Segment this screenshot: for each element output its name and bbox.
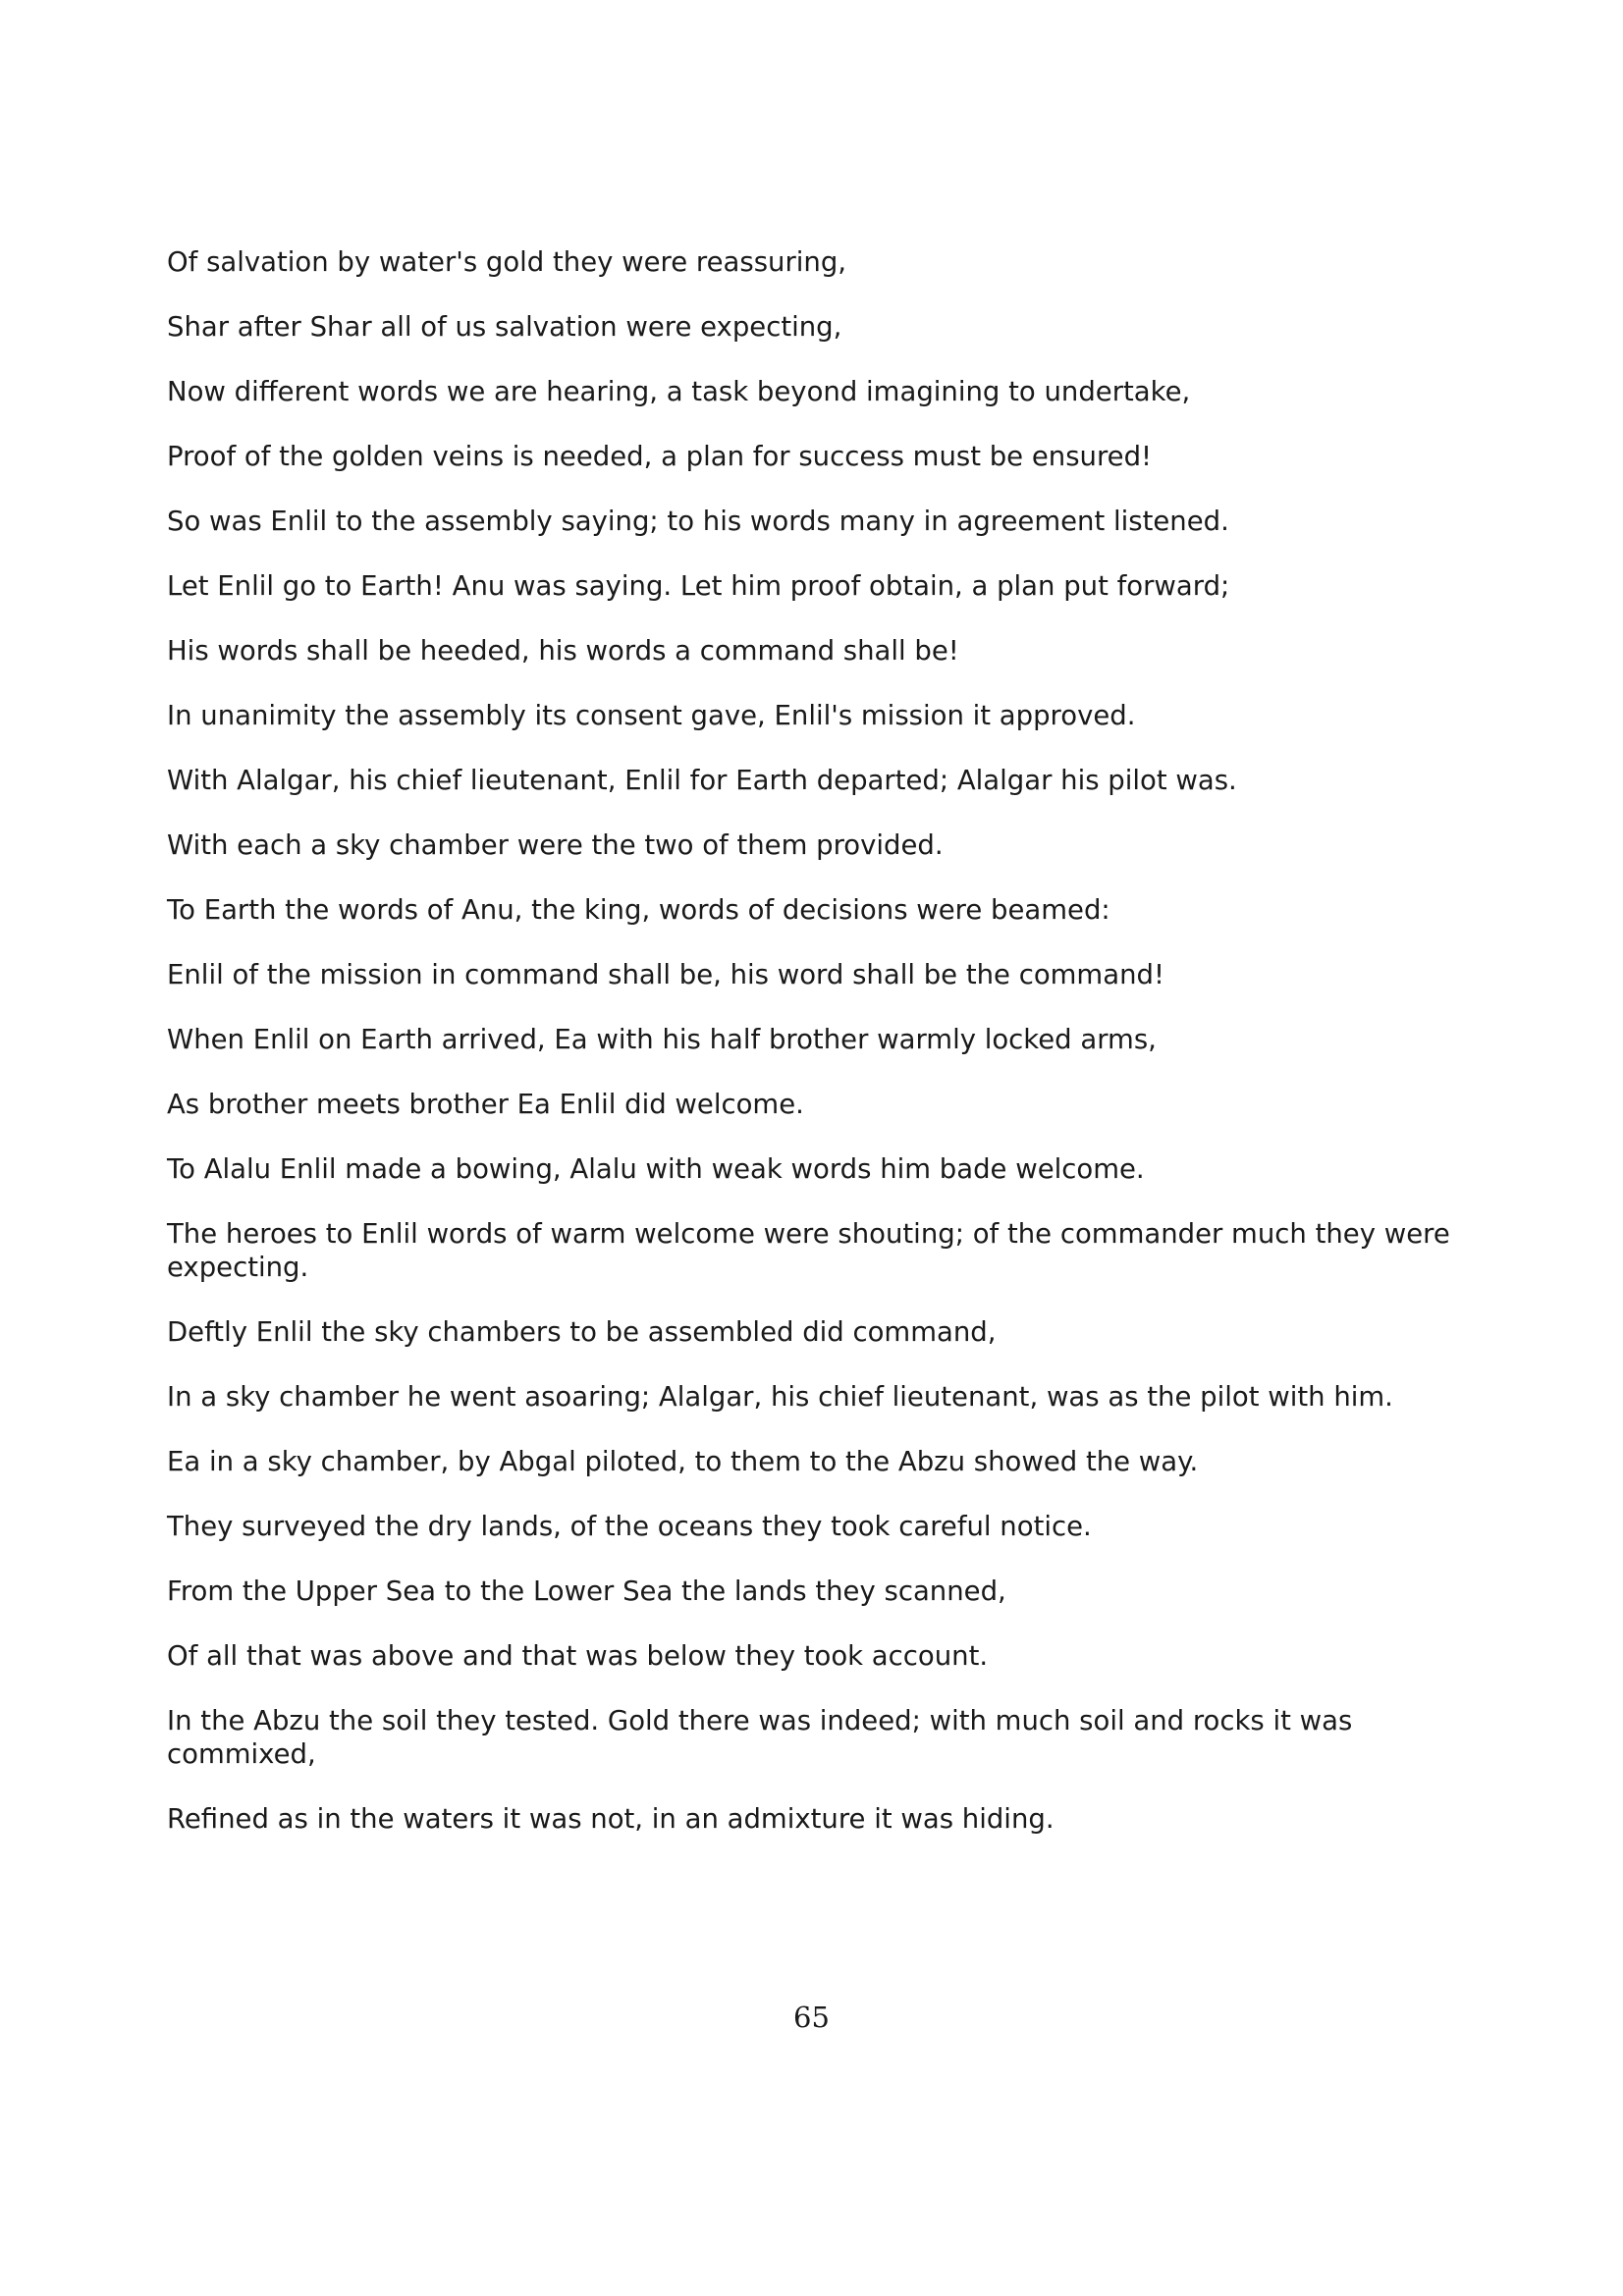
text-line: To Alalu Enlil made a bowing, Alalu with weak words him bade welcome. [167, 1153, 1145, 1185]
text-line: With each a sky chamber were the two of them provided. [167, 829, 944, 861]
text-line: So was Enlil to the assembly saying; to his words many in agreement listened. [167, 506, 1229, 537]
text-line: As brother meets brother Ea Enlil did welcome. [167, 1089, 804, 1120]
text-line: They surveyed the dry lands, of the oceans they took careful notice. [167, 1511, 1092, 1542]
text-line: Let Enlil go to Earth! Anu was saying. Let him proof obtain, a plan put forward; [167, 570, 1230, 602]
text-line: To Earth the words of Anu, the king, words of decisions were beamed: [167, 894, 1110, 926]
body-text [167, 245, 1473, 1867]
text-line: Enlil of the mission in command shall be, his word shall be the command! [167, 959, 1164, 990]
text-line: In the Abzu the soil they tested. Gold there was indeed; with much soil and rocks it was commixed, [167, 1705, 1353, 1770]
text-line: The heroes to Enlil words of warm welcome were shouting; of the commander much they were expecting. [167, 1218, 1450, 1283]
text-line: Deftly Enlil the sky chambers to be assembled did command, [167, 1316, 997, 1348]
text-line: Now different words we are hearing, a task beyond imagining to undertake, [167, 376, 1191, 407]
text-line: Of salvation by water's gold they were reassuring, [167, 246, 847, 278]
text-line: When Enlil on Earth arrived, Ea with his half brother warmly locked arms, [167, 1024, 1157, 1055]
text-line: Of all that was above and that was below they took account. [167, 1640, 989, 1672]
page-number: 65 [793, 2001, 830, 2034]
text-line: Refined as in the waters it was not, in an admixture it was hiding. [167, 1803, 1055, 1835]
text-line: Ea in a sky chamber, by Abgal piloted, to them to the Abzu showed the way. [167, 1446, 1199, 1477]
text-line: Shar after Shar all of us salvation were expecting, [167, 311, 842, 343]
text-line: In unanimity the assembly its consent gave, Enlil's mission it approved. [167, 700, 1136, 731]
text-line: His words shall be heeded, his words a command shall be! [167, 635, 959, 667]
text-line: From the Upper Sea to the Lower Sea the lands they scanned, [167, 1575, 1006, 1607]
text-line: Proof of the golden veins is needed, a plan for success must be ensured! [167, 441, 1153, 472]
text-line: In a sky chamber he went asoaring; Alalgar, his chief lieutenant, was as the pilot with him. [167, 1381, 1393, 1413]
text-line: With Alalgar, his chief lieutenant, Enlil for Earth departed; Alalgar his pilot was. [167, 765, 1237, 796]
